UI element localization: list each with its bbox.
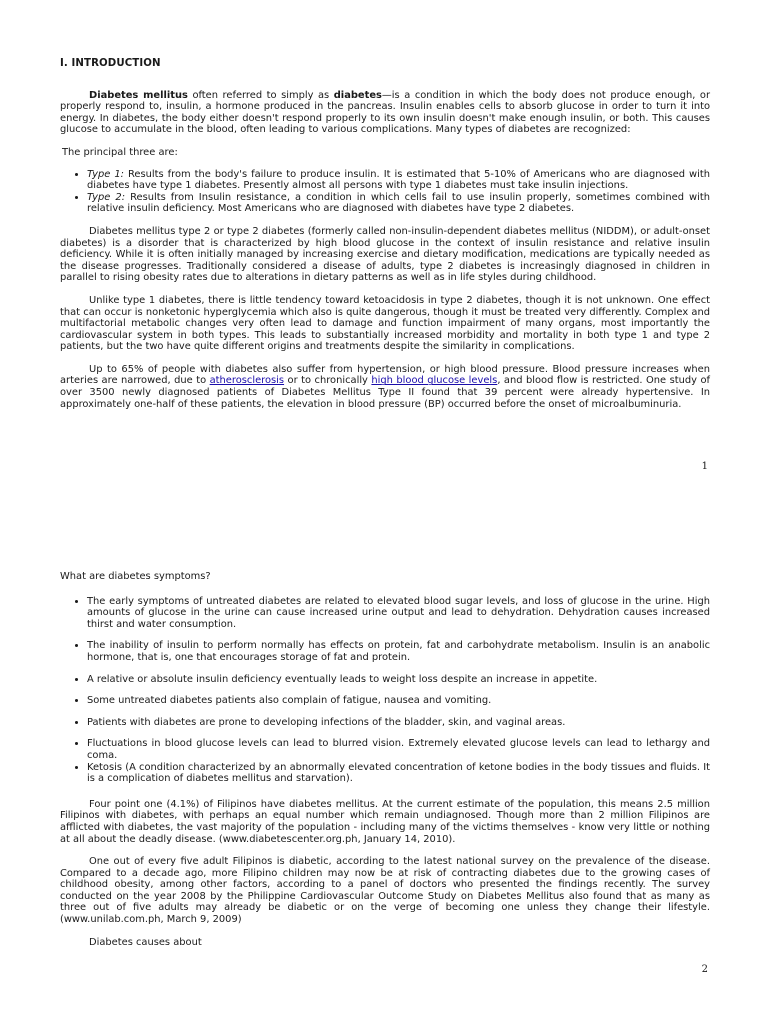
survey-paragraph: One out of every five adult Filipinos is diabetic, according to the latest national survey on the prevalence of the disease. Compared to a decade ago, more Filipino children may now be at risk of contracting diabetes due to the growing cases of childhood obesity, among other factors, according to a panel of doctors who presented the findings recently. The survey conducted on the year 2008 by the Philippine Cardiovascular Outcome Study on Diabetes Mellitus also found that as many as three out of five adults may already be diabetic or on the verge of becoming one unless they change their lifestyle. (www.unilab.com.ph, March 9, 2009): [60, 856, 710, 926]
list-item: • The inability of insulin to perform normally has effects on protein, fat and carbohydrate metabolism. Insulin is an anabolic hormone, that is, one that encourages storage of fat and protein.: [87, 640, 710, 663]
page-1-content: [60, 58, 710, 410]
page-number-2: 2: [701, 964, 708, 975]
document-page-1: [0, 0, 768, 490]
list-item: • A relative or absolute insulin deficiency eventually leads to weight loss despite an increase in appetite.: [87, 674, 710, 686]
page-2-content: [60, 571, 710, 948]
type-1-label: Type 1:: [87, 168, 124, 180]
list-item: • Patients with diabetes are prone to developing infections of the bladder, skin, and vaginal areas.: [87, 717, 710, 729]
page-number-1: 1: [701, 461, 708, 472]
high-blood-glucose-link[interactable]: high blood glucose levels: [371, 375, 498, 387]
ketoacidosis-paragraph: Unlike type 1 diabetes, there is little tendency toward ketoacidosis in type 2 diabetes, though it is not unknown. One effect that can occur is nonketonic hyperglycemia which also is quite dangerous, though it must be treated very differently. Complex and multifactorial metabolic changes very often lead to damage and function impairment of many organs, most importantly the cardiovascular system in both types. This leads to substantially increased morbidity and mortality in both type 1 and type 2 patients, but the two have quite different origins and treatments despite the similarity in complications.: [60, 294, 710, 353]
atherosclerosis-link[interactable]: atherosclerosis: [209, 375, 285, 387]
term-diabetes: diabetes: [333, 89, 382, 101]
type-2-label: Type 2:: [87, 191, 126, 203]
causes-paragraph: Diabetes causes about: [89, 936, 202, 948]
list-item: • Fluctuations in blood glucose levels can lead to blurred vision. Extremely elevated glucose levels can lead to lethargy and coma.: [87, 738, 710, 761]
diabetes-types-list: [60, 169, 710, 215]
section-heading: I. INTRODUCTION: [60, 58, 161, 69]
list-item: • Ketosis (A condition characterized by an abnormally elevated concentration of ketone bodies in the body tissues and fluids. It is a complication of diabetes mellitus and starvation).: [87, 762, 710, 785]
intro-paragraph: Diabetes mellitus often referred to simply as diabetes—is a condition in which the body does not produce enough, or properly respond to, insulin, a hormone produced in the pancreas. Insulin enables cells to absorb glucose in order to turn it into energy. In diabetes, the body either doesn't respond properly to its own insulin doesn't make enough insulin, or both. This causes glucose to accumulate in the blood, often leading to various complications. Many types of diabetes are recognized:: [60, 89, 711, 136]
symptoms-question: What are diabetes symptoms?: [60, 571, 211, 582]
list-item-type-2: • Type 2: Results from Insulin resistance, a condition in which cells fail to use insulin properly, sometimes combined with relative insulin deficiency. Most Americans who are diagnosed with diabetes have type 2 diabetes.: [87, 192, 710, 215]
filipinos-paragraph: Four point one (4.1%) of Filipinos have diabetes mellitus. At the current estimate of the population, this means 2.5 million Filipinos with diabetes, with perhaps an equal number which remain undiagnosed. Though more than 2 million Filipinos are afflicted with diabetes, the vast majority of the population - including many of the victims themselves - know very little or nothing at all about the deadly disease. (www.diabetescenter.org.ph, January 14, 2010).: [60, 798, 710, 845]
list-item-type-1: • Type 1: Results from the body's failure to produce insulin. It is estimated that 5-10% of Americans who are diagnosed with diabetes have type 1 diabetes. Presently almost all persons with type 1 diabetes must take insulin injections.: [87, 169, 710, 192]
principal-three-label: The principal three are:: [62, 146, 178, 158]
symptoms-list: [60, 596, 710, 785]
list-item: • The early symptoms of untreated diabetes are related to elevated blood sugar levels, and loss of glucose in the urine. High amounts of glucose in the urine can cause increased urine output and lead to dehydration. Dehydration causes increased thirst and water consumption.: [87, 596, 710, 631]
document-page-2: [0, 490, 768, 1024]
list-item: • Some untreated diabetes patients also complain of fatigue, nausea and vomiting.: [87, 695, 710, 707]
term-diabetes-mellitus: Diabetes mellitus: [89, 89, 188, 101]
type2-paragraph: Diabetes mellitus type 2 or type 2 diabetes (formerly called non-insulin-dependent diabetes mellitus (NIDDM), or adult-onset diabetes) is a disorder that is characterized by high blood glucose in the context of insulin resistance and relative insulin deficiency. While it is often initially managed by increasing exercise and dietary modification, medications are typically needed as the disease progresses. Traditionally considered a disease of adults, type 2 diabetes is increasingly diagnosed in children in parallel to rising obesity rates due to alterations in dietary patterns as well as in life styles during childhood.: [60, 225, 710, 284]
hypertension-paragraph: Up to 65% of people with diabetes also suffer from hypertension, or high blood pressure. Blood pressure increases when arteries are narrowed, due to atherosclerosis or to chronically high blood glucose levels, and blood flow is restricted. One study of over 3500 newly diagnosed patients of Diabetes Mellitus Type II found that 39 percent were already hypertensive. In approximately one-half of these patients, the elevation in blood pressure (BP) occurred before the onset of microalbuminuria.: [60, 363, 710, 410]
